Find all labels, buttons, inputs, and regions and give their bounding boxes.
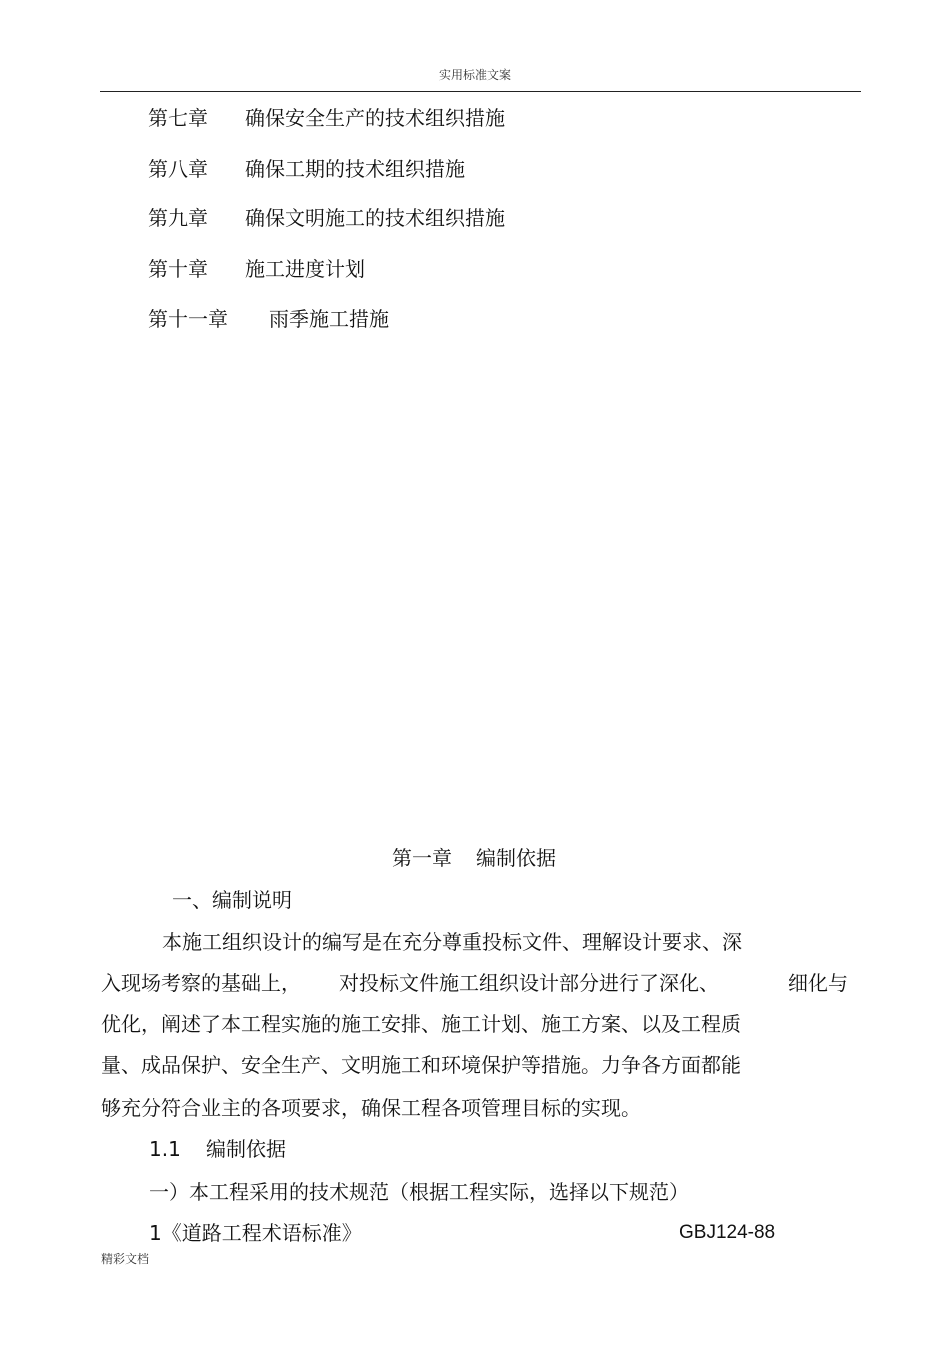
- section-heading: 一、编制说明: [172, 888, 292, 912]
- toc-title-7: 确保安全生产的技术组织措施: [245, 106, 505, 130]
- standard-item: 1《道路工程术语标准》: [149, 1221, 362, 1245]
- chapter-title: 编制依据: [476, 846, 556, 870]
- subsection-number: 1.1: [149, 1137, 181, 1161]
- chapter-label: 第一章: [392, 846, 452, 870]
- toc-title-10: 施工进度计划: [245, 257, 365, 281]
- toc-chapter-9: 第九章: [148, 206, 208, 230]
- paragraph-line-2b: 对投标文件施工组织设计部分进行了深化、: [339, 971, 719, 995]
- paragraph-line-4: 量、成品保护、安全生产、文明施工和环境保护等措施。力争各方面都能: [101, 1053, 741, 1077]
- standard-code: GBJ124-88: [679, 1222, 776, 1243]
- paragraph-line-2c: 细化与: [788, 971, 848, 995]
- toc-chapter-8: 第八章: [148, 157, 208, 181]
- toc-title-9: 确保文明施工的技术组织措施: [245, 206, 505, 230]
- paragraph-line-5: 够充分符合业主的各项要求，确保工程各项管理目标的实现。: [101, 1096, 641, 1120]
- toc-chapter-11: 第十一章: [148, 307, 228, 331]
- page-header-text: 实用标准文案: [438, 68, 511, 82]
- toc-title-11: 雨季施工措施: [269, 307, 389, 331]
- page-footer-text: 精彩文档: [101, 1252, 150, 1266]
- paragraph-line-3: 优化，阐述了本工程实施的施工安排、施工计划、施工方案、以及工程质: [101, 1012, 741, 1036]
- subsection-title: 编制依据: [206, 1137, 286, 1161]
- toc-chapter-10: 第十章: [148, 257, 208, 281]
- toc-chapter-7: 第七章: [148, 106, 208, 130]
- standards-intro: 一）本工程采用的技术规范（根据工程实际，选择以下规范）: [149, 1180, 689, 1204]
- paragraph-line-2a: 入现场考察的基础上，: [101, 971, 301, 995]
- paragraph-line-1: 本施工组织设计的编写是在充分尊重投标文件、理解设计要求、深: [162, 930, 742, 954]
- toc-title-8: 确保工期的技术组织措施: [245, 157, 465, 181]
- header-divider: [100, 91, 861, 92]
